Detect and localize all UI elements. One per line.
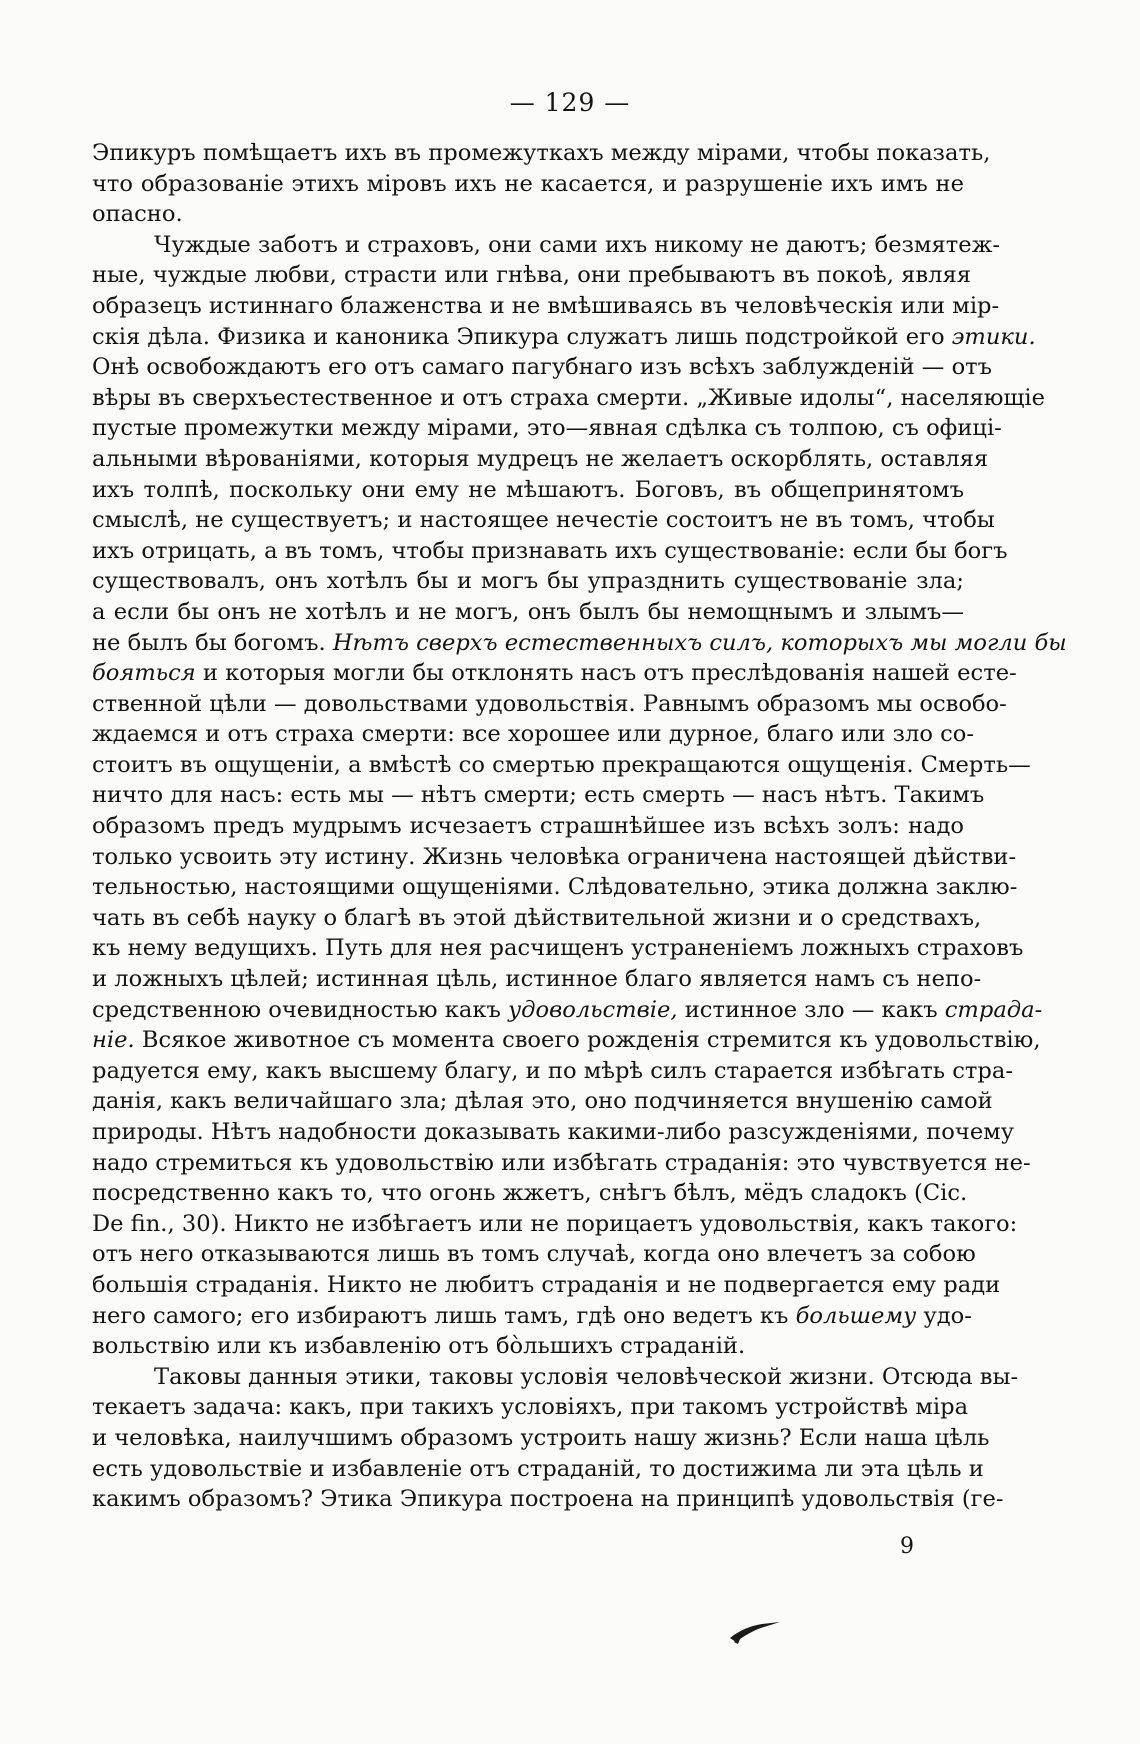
text-line bbox=[92, 1148, 1031, 1179]
text-segment: что образованіе этихъ міровъ ихъ не касается, и разрушеніе ихъ имъ не bbox=[92, 170, 964, 197]
text-line bbox=[92, 780, 985, 811]
text-segment: существовалъ, онъ хотѣлъ бы и могъ бы упразднить существованіе зла; bbox=[92, 568, 964, 595]
paragraph bbox=[92, 138, 991, 230]
text-line bbox=[92, 1392, 969, 1423]
text-segment: стоитъ въ ощущеніи, а вмѣстѣ со смертью прекращаются ощущенія. Смерть— bbox=[92, 751, 1031, 778]
text-line bbox=[92, 750, 1031, 781]
text-line bbox=[92, 169, 964, 200]
text-line bbox=[92, 1239, 976, 1270]
text-line bbox=[92, 872, 1018, 903]
text-segment: ждаемся и отъ страха смерти: все хорошее или дурное, благо или зло со- bbox=[92, 721, 975, 748]
text-line bbox=[92, 1178, 968, 1209]
text-segment: истинное зло — какъ bbox=[677, 996, 945, 1023]
italic-text: удовольствіе, bbox=[508, 996, 678, 1023]
body-text bbox=[92, 138, 1067, 1515]
page-number: — 129 — bbox=[509, 88, 631, 117]
italic-text: этики. bbox=[951, 323, 1036, 350]
signature-mark: 9 bbox=[900, 1534, 914, 1559]
text-line bbox=[92, 199, 964, 230]
text-line bbox=[92, 566, 964, 597]
text-line bbox=[92, 475, 964, 506]
text-segment: только усвоить эту истину. Жизнь человѣка ограничена настоящей дѣйстви- bbox=[92, 843, 1017, 870]
text-line bbox=[92, 260, 971, 291]
text-line bbox=[92, 1117, 1015, 1148]
text-segment: De fin., 30). Никто не избѣгаетъ или не порицаетъ удовольствія, какъ такого: bbox=[92, 1210, 1018, 1237]
text-line bbox=[92, 842, 1017, 873]
text-segment: природы. Нѣтъ надобности доказывать какими-либо разсужденіями, почему bbox=[92, 1119, 1015, 1145]
text-segment: Онѣ освобождаютъ его отъ самаго пагубнаго изъ всѣхъ заблужденій — отъ bbox=[92, 354, 993, 381]
text-line bbox=[92, 291, 1000, 322]
text-segment: скія дѣла. Физика и каноника Эпикура служатъ лишь подстройкой его bbox=[92, 323, 952, 350]
text-line bbox=[92, 1331, 964, 1362]
text-line bbox=[92, 964, 982, 995]
text-line bbox=[92, 811, 964, 842]
text-segment: тельностью, настоящими ощущеніями. Слѣдовательно, этика должна заклю- bbox=[92, 874, 1018, 901]
text-line bbox=[92, 352, 993, 383]
text-line bbox=[92, 903, 982, 934]
text-segment: вѣры въ сверхъестественное и отъ страха смерти. „Живые идолы“, населяющіе bbox=[92, 384, 1046, 411]
text-segment: есть удовольствіе и избавленіе отъ страданій, то достижима ли эта цѣль и bbox=[92, 1455, 984, 1482]
text-line bbox=[92, 505, 995, 536]
text-line bbox=[92, 383, 1046, 414]
text-segment: ные, чуждые любви, страсти или гнѣва, они пребываютъ въ покоѣ, являя bbox=[92, 262, 971, 289]
text-segment: какимъ образомъ? Этика Эпикура построена на принципѣ удовольствія (ге- bbox=[92, 1486, 1004, 1513]
text-segment: удо- bbox=[916, 1302, 972, 1329]
italic-text: большему bbox=[795, 1302, 917, 1329]
text-line bbox=[92, 933, 1024, 964]
text-line bbox=[92, 444, 989, 475]
text-segment: вольствію или къ избавленію отъ бо̀льшихъ страданій. bbox=[92, 1333, 746, 1360]
text-segment: и человѣка, наилучшимъ образомъ устроить нашу жизнь? Если наша цѣль bbox=[92, 1424, 990, 1451]
text-line bbox=[92, 628, 1067, 659]
text-line bbox=[92, 1423, 990, 1454]
text-segment: большія страданія. Никто не любитъ страданія и не подвергается ему ради bbox=[92, 1271, 1001, 1298]
text-line bbox=[92, 719, 975, 750]
text-line bbox=[92, 689, 1007, 720]
text-segment: Таковы данныя этики, таковы условія человѣческой жизни. Отсюда вы- bbox=[154, 1363, 1019, 1390]
italic-text: бояться bbox=[92, 660, 196, 687]
text-line bbox=[92, 995, 1043, 1026]
text-line bbox=[92, 1301, 972, 1332]
text-line bbox=[92, 1025, 1041, 1056]
text-segment: средственною очевидностью какъ bbox=[92, 996, 509, 1023]
text-segment: пустые промежутки между мірами, это—явная сдѣлка съ толпою, съ офиці- bbox=[92, 415, 1002, 442]
text-segment: текаетъ задача: какъ, при такихъ условіяхъ, при такомъ устройствѣ міра bbox=[92, 1394, 969, 1421]
text-line bbox=[92, 1270, 1001, 1301]
text-segment: посредственно какъ то, что огонь жжетъ, снѣгъ бѣлъ, мёдъ сладокъ (Cic. bbox=[92, 1180, 968, 1207]
text-segment: него самого; его избираютъ лишь тамъ, гдѣ оно ведетъ къ bbox=[92, 1302, 796, 1329]
text-segment: и которыя могли бы отклонять насъ отъ преслѣдованія нашей есте- bbox=[195, 660, 1017, 687]
text-segment: и ложныхъ цѣлей; истинная цѣль, истинное благо является намъ съ непо- bbox=[92, 966, 982, 993]
text-line bbox=[92, 597, 964, 628]
text-line bbox=[92, 1454, 984, 1485]
text-line bbox=[92, 1056, 1013, 1087]
text-segment: не былъ бы богомъ. bbox=[92, 629, 333, 656]
text-segment: ихъ толпѣ, поскольку они ему не мѣшаютъ. Боговъ, въ общепринятомъ bbox=[92, 476, 964, 503]
text-segment: ихъ отрицать, а въ томъ, чтобы признавать ихъ существованіе: если бы богъ bbox=[92, 537, 1008, 564]
text-segment: чать въ себѣ науку о благѣ въ этой дѣйствительной жизни и о средствахъ, bbox=[92, 904, 982, 931]
text-segment: опасно. bbox=[92, 201, 183, 228]
text-line bbox=[92, 1209, 1018, 1240]
text-segment: къ нему ведущихъ. Путь для нея расчищенъ устраненіемъ ложныхъ страховъ bbox=[92, 935, 1024, 962]
text-line bbox=[92, 230, 1001, 261]
paragraph bbox=[92, 230, 1067, 1362]
text-segment: а если бы онъ не хотѣлъ и не могъ, онъ былъ бы немощнымъ и злымъ— bbox=[92, 598, 964, 625]
text-line bbox=[92, 1086, 993, 1117]
text-line bbox=[92, 138, 991, 169]
ink-mark bbox=[722, 1608, 792, 1648]
text-segment: надо стремиться къ удовольствію или избѣгать страданія: это чувствуется не- bbox=[92, 1149, 1031, 1176]
italic-text: страда- bbox=[944, 996, 1043, 1023]
text-line bbox=[92, 1362, 1019, 1393]
text-line bbox=[92, 536, 1008, 567]
text-line bbox=[92, 413, 1002, 444]
italic-text: ніе. bbox=[92, 1027, 135, 1054]
text-segment: радуется ему, какъ высшему благу, и по мѣрѣ силъ старается избѣгать стра- bbox=[92, 1057, 1013, 1084]
paragraph bbox=[92, 1362, 1019, 1515]
text-segment: Чуждые заботъ и страховъ, они сами ихъ никому не даютъ; безмятеж- bbox=[154, 231, 1001, 258]
text-segment: ничто для насъ: есть мы — нѣтъ смерти; есть смерть — насъ нѣтъ. Такимъ bbox=[92, 782, 985, 809]
text-segment: Всякое животное съ момента своего рожденія стремится къ удовольствію, bbox=[134, 1027, 1041, 1054]
text-line bbox=[92, 658, 1017, 689]
text-line bbox=[92, 322, 1036, 353]
text-segment: образомъ предъ мудрымъ исчезаетъ страшнѣйшее изъ всѣхъ золъ: надо bbox=[92, 813, 964, 840]
italic-text: Нѣтъ сверхъ естественныхъ силъ, которыхъ мы могли бы bbox=[332, 629, 1067, 656]
text-segment: отъ него отказываются лишь въ томъ случаѣ, когда оно влечетъ за собою bbox=[92, 1241, 976, 1268]
text-line bbox=[92, 1484, 1004, 1515]
text-segment: ственной цѣли — довольствами удовольствія. Равнымъ образомъ мы освобо- bbox=[92, 690, 1007, 717]
text-segment: альными вѣрованіями, которыя мудрецъ не желаетъ оскорблять, оставляя bbox=[92, 445, 989, 472]
text-segment: Эпикуръ помѣщаетъ ихъ въ промежуткахъ между мірами, чтобы показать, bbox=[92, 140, 991, 166]
text-segment: образецъ истиннаго блаженства и не вмѣшиваясь въ человѣческія или мір- bbox=[92, 292, 1000, 319]
text-segment: смыслѣ, не существуетъ; и настоящее нечестіе состоитъ не въ томъ, чтобы bbox=[92, 507, 995, 534]
text-segment: данія, какъ величайшаго зла; дѣлая это, оно подчиняется внушенію самой bbox=[92, 1088, 993, 1115]
